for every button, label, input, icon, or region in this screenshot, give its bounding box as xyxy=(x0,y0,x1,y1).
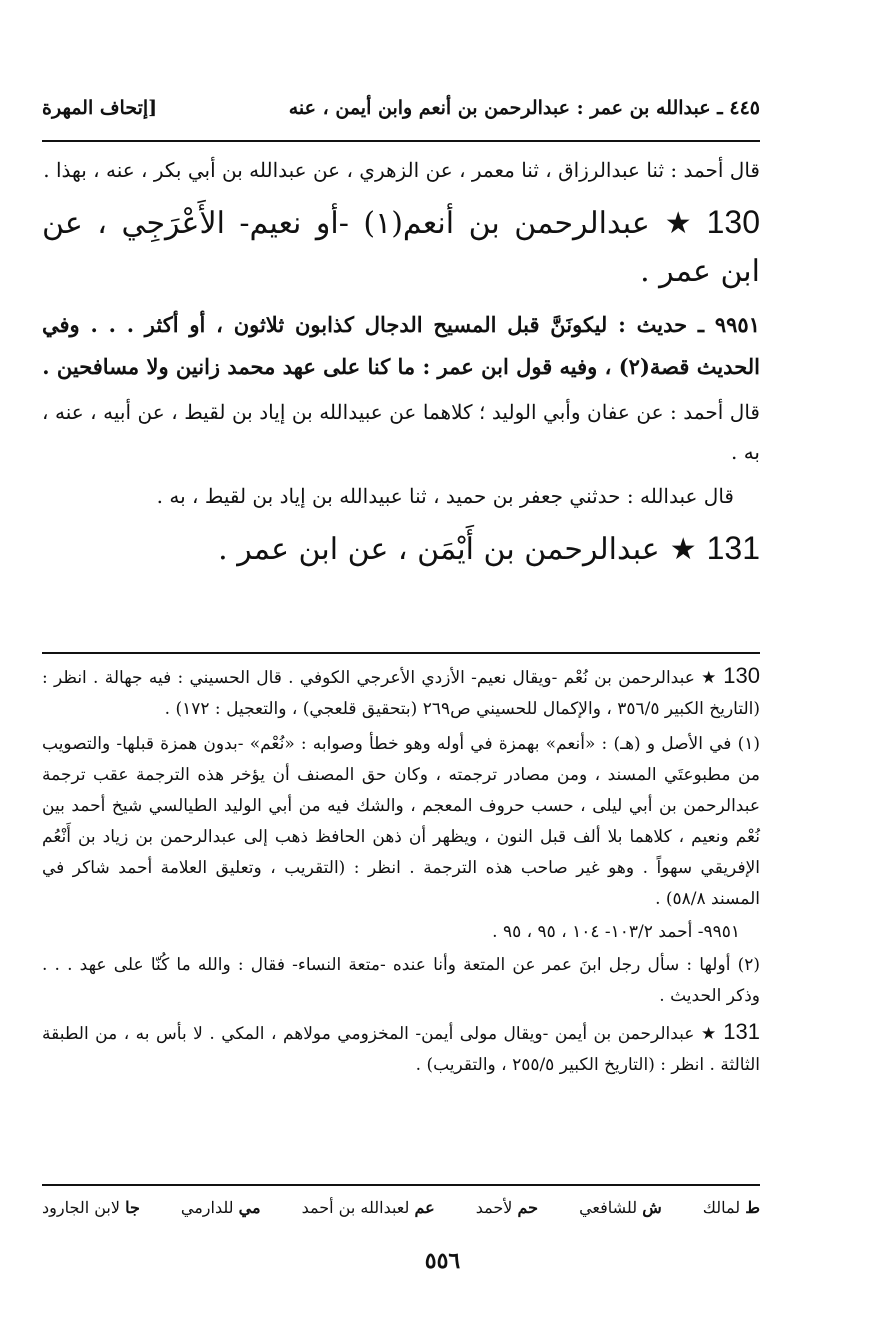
page-number: ٥٥٦ xyxy=(424,1248,461,1274)
paragraph-abdullah: قال عبدالله : حدثني جعفر بن حميد ، ثنا عبيدالله بن إياد بن لقيط ، به . xyxy=(156,484,734,508)
note-number: 130 xyxy=(723,663,760,688)
paragraph-ahmad-2: قال أحمد : عن عفان وأبي الوليد ؛ كلاهما عن عبيدالله بن إياد بن لقيط ، عن أبيه ، عنه ، به . xyxy=(42,400,760,464)
note-text: عبدالرحمن بن نُعْم -ويقال نعيم- الأزدي الأعرجي الكوفي . قال الحسيني : فيه جهالة . انظر : (التاريخ الكبير ٣٥٦/٥ ، والإكمال للحسيني ص٢٦٩ (بتحقيق قلعجي) ، والتعجيل : ١٧٢) . xyxy=(42,668,760,719)
abbreviations-key xyxy=(42,1198,760,1217)
main-text xyxy=(42,150,760,574)
entry-number: 130 xyxy=(706,204,760,240)
entry-131 xyxy=(42,524,760,574)
notes-rule xyxy=(42,652,760,654)
note-ref-9951: ٩٩٥١- أحمد ١٠٣/٢- ١٠٤ ، ٩٥ ، ٩٥ . xyxy=(492,922,740,942)
entry-number: 131 xyxy=(706,530,760,566)
entry-text: عبدالرحمن بن أَيْمَن ، عن ابن عمر . xyxy=(218,532,660,567)
header-rule xyxy=(42,140,760,142)
note-2: (٢) أولها : سأل رجل ابنَ عمر عن المتعة وأنا عنده -متعة النساء- فقال : والله ما كُنّا على عهد . . . وذكر الحديث . xyxy=(42,955,760,1006)
star-icon: ★ xyxy=(659,206,697,241)
abbreviation-item: حم لأحمد xyxy=(475,1198,539,1217)
paragraph-ahmad-1: قال أحمد : ثنا عبدالرزاق ، ثنا معمر ، عن الزهري ، عن عبدالله بن أبي بكر ، عنه ، بهذا . xyxy=(43,158,760,182)
note-1: (١) في الأصل و (هـ) : «أنعم» بهمزة في أوله وهو خطأ وصوابه : «نُعْم» -بدون همزة قبلها- والتصويب من مطبوعتَي المسند ، ومن مصادر ترجمته ، وكان حق المصنف أن يؤخر هذه الترجمة عقب ترجمة عبدالرحمن بن أبي ليلى ، حسب حروف المعجم ، والشك فيه من أبي الوليد الطيالسي شيخ أحمد بين نُعْم ونعيم ، كلاهما بلا ألف قبل النون ، ويظهر أن ذهن الحافظ ذهب إلى عبدالرحمن بن زياد بن أَنْعُم الإفريقي سهواً . وهو غير صاحب هذه الترجمة . انظر : (التقريب ، وتعليق العلامة أحمد شاكر في المسند ٥٨/٨) . xyxy=(42,734,760,909)
abbreviation-item: ط لمالك xyxy=(702,1198,760,1217)
abbreviation-item: عم لعبدالله بن أحمد xyxy=(301,1198,435,1217)
abbreviation-item: مي للدارمي xyxy=(180,1198,261,1217)
footnotes xyxy=(42,660,760,1081)
hadith-9951: ٩٩٥١ ـ حديث : ليكونَنَّ قبل المسيح الدجال كذابون ثلاثون ، أو أكثر . . . وفي الحديث قصة(٢) ، وفيه قول ابن عمر : ما كنا على عهد محمد زانين ولا مسافحين . xyxy=(42,312,760,379)
star-icon: ★ xyxy=(694,1024,718,1044)
header-title: ٤٤٥ ـ عبدالله بن عمر : عبدالرحمن بن أنعم وابن أيمن ، عنه xyxy=(288,97,760,119)
entry-130 xyxy=(42,198,760,296)
note-131 xyxy=(42,1016,760,1081)
abbreviation-item: ش للشافعي xyxy=(579,1198,662,1217)
note-130 xyxy=(42,660,760,725)
abbreviation-item: جا لابن الجارود xyxy=(42,1198,140,1217)
note-number: 131 xyxy=(723,1019,760,1044)
header-book: [إتحاف المهرة xyxy=(42,97,158,119)
abbreviations-rule xyxy=(42,1184,760,1186)
running-head xyxy=(42,92,760,124)
entry-text: عبدالرحمن بن أنعم(١) -أو نعيم- الأَعْرَجِي ، عن ابن عمر . xyxy=(42,206,760,289)
note-text: عبدالرحمن بن أيمن -ويقال مولى أيمن- المخزومي مولاهم ، المكي . لا بأس به ، من الطبقة الثالثة . انظر : (التاريخ الكبير ٢٥٥/٥ ، والتقريب) . xyxy=(42,1024,760,1075)
star-icon: ★ xyxy=(694,668,718,688)
star-icon: ★ xyxy=(669,532,697,567)
